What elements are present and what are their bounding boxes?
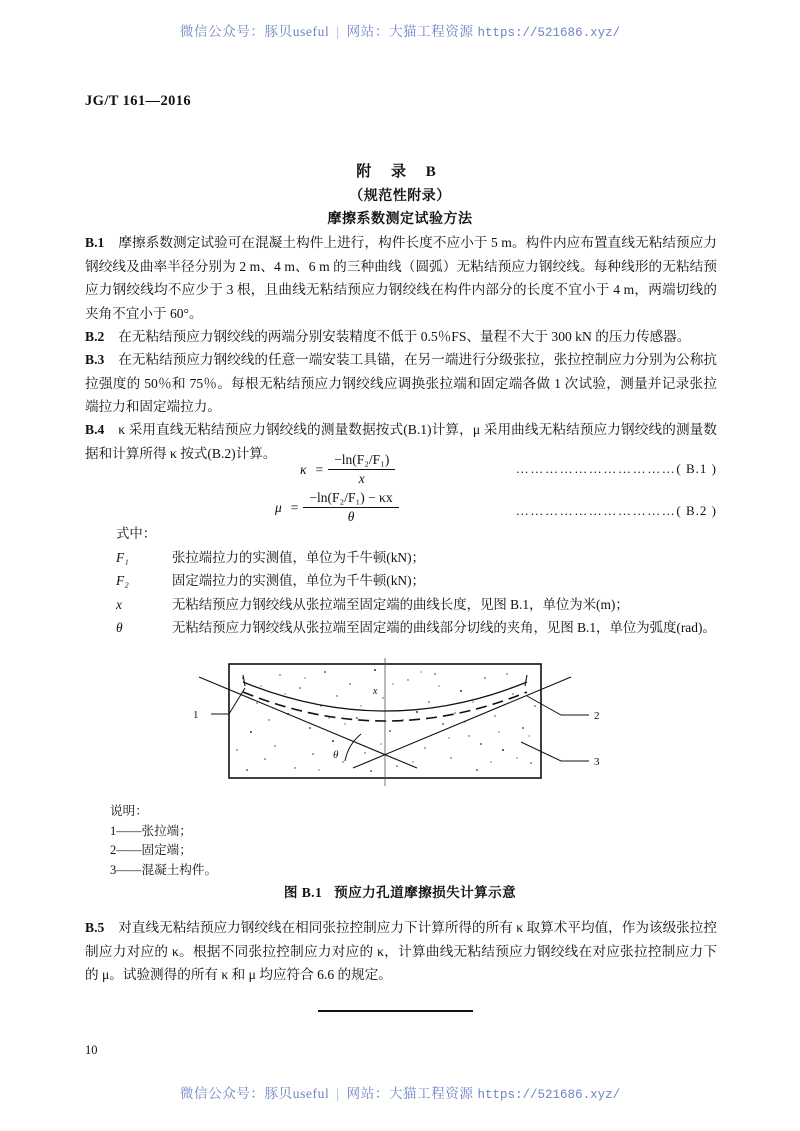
definition-text: 固定端拉力的实测值，单位为千牛顿(kN)； [172, 573, 425, 588]
definition-text: 张拉端拉力的实测值，单位为千牛顿(kN)； [172, 549, 425, 565]
watermark-separator: | [336, 24, 340, 39]
clause-b1-text: 摩擦系数测定试验可在混凝土构件上进行，构件长度不应小于 5 m。构件内应布置直线无粘结预应力钢绞线及曲率半径分别为 2 m、4 m、6 m 的三种曲线（圆弧）无粘结预应力钢绞线。每种线形的无粘结预应力钢绞线均不应少于 3 根，且曲线无粘结预应力钢绞线在构件内部分的长度不宜小于 4 m，两端切线的夹角不宜小于 60°。 [85, 235, 717, 321]
clause-b4-number: B.4 [85, 422, 105, 437]
figure-caption [0, 881, 800, 901]
clause-b3-text: 在无粘结预应力钢绞线的任意一端安装工具锚，在另一端进行分级张拉，张拉控制应力分别为公称抗拉强度的 50％和 75％。每根无粘结预应力钢绞线应调换张拉端和固定端各做 1 次试验，测量并记录张拉端拉力和固定端拉力。 [85, 352, 717, 414]
figure-note-key: 3 [110, 862, 117, 877]
formula-b1-numerator: −ln(F₂/F₁) [334, 452, 390, 467]
watermark-wechat-label: 微信公众号： [179, 1086, 265, 1101]
definition-item [116, 616, 718, 640]
figure-caption-number: 图 B.1 [283, 885, 323, 900]
page-number: 10 [85, 1043, 98, 1057]
figure-note-text: 混凝土构件。 [141, 862, 218, 877]
definition-item [116, 593, 718, 617]
formula-b1-id: ( B.1 ) [676, 461, 717, 476]
clause-b5 [85, 916, 717, 987]
figure-b1-drawing [185, 658, 615, 786]
formula-b1 [300, 452, 395, 487]
formula-b2-denominator: θ [303, 507, 398, 525]
watermark-wechat-value: 豚贝useful [264, 24, 330, 39]
annex-title: 附 录 B [356, 164, 444, 180]
figure-caption-text: 预应力孔道摩擦损失计算示意 [334, 885, 517, 900]
callout-1-label: 1 [193, 709, 199, 721]
formula-b1-equals: = [315, 461, 324, 477]
formula-b1-lhs: κ [300, 461, 307, 477]
figure-note-item [110, 841, 217, 861]
annex-subtitle: （规范性附录） [349, 189, 451, 204]
formula-b2-reference [516, 503, 717, 519]
watermark-wechat-value: 豚贝useful [264, 1086, 330, 1101]
formula-b1-row [85, 452, 717, 488]
definition-symbol: x [116, 596, 122, 612]
watermark-top [0, 20, 800, 40]
formula-b1-denominator: x [328, 469, 395, 487]
figure-note-key: 2 [110, 843, 117, 857]
annex-name: 摩擦系数测定试验方法 [327, 212, 473, 227]
formula-b2-leader: …………………………… [515, 503, 677, 518]
definition-symbol: F₁ [116, 549, 129, 565]
clause-b2-text: 在无粘结预应力钢绞线的两端分别安装精度不低于 0.5％FS、量程不大于 300 kN 的压力传感器。 [118, 329, 691, 344]
callout-3-label: 3 [594, 756, 600, 768]
clause-b2 [85, 325, 717, 349]
formula-b2 [275, 490, 399, 525]
clause-b2-number: B.2 [85, 329, 105, 344]
formula-b2-id: ( B.2 ) [676, 503, 717, 518]
formula-b2-numerator: −ln(F₂/F₁) − κx [309, 490, 393, 505]
watermark-separator: | [336, 1086, 340, 1101]
definitions-lead-in: 式中： [116, 526, 157, 541]
figure-note-key: 1 [110, 823, 117, 838]
watermark-url: https://521686.xyz/ [477, 26, 621, 40]
watermark-site-value: 大猫工程资源 [388, 1086, 474, 1101]
definition-symbol: F₂ [116, 573, 129, 588]
formula-b1-reference [516, 461, 717, 477]
clause-b3 [85, 348, 717, 419]
watermark-site-label: 网站： [346, 1086, 389, 1101]
clause-b1 [85, 231, 717, 325]
figure-notes [110, 802, 217, 880]
length-x-label: x [373, 686, 378, 697]
formula-b2-row [85, 490, 717, 526]
definition-symbol: θ [116, 620, 123, 635]
clause-b4-text: κ 采用直线无粘结预应力钢绞线的测量数据按式(B.1)计算，μ 采用曲线无粘结预应力钢绞线的测量数据和计算所得 κ 按式(B.2)计算。 [85, 422, 717, 461]
watermark-site-value: 大猫工程资源 [388, 24, 474, 39]
figure-note-dash: —— [116, 843, 142, 857]
figure-note-dash: —— [116, 823, 142, 838]
formula-b1-fraction [328, 452, 395, 487]
footer-rule [318, 1010, 473, 1012]
clause-b1-number: B.1 [85, 235, 105, 250]
definition-text: 无粘结预应力钢绞线从张拉端至固定端的曲线部分切线的夹角，见图 B.1，单位为弧度(rad)。 [172, 620, 716, 635]
callout-2-label: 2 [594, 710, 600, 722]
formula-b1-leader: …………………………… [515, 461, 677, 476]
figure-note-text: 张拉端； [141, 823, 192, 838]
figure-note-item [110, 861, 217, 881]
definition-item [116, 546, 718, 570]
clause-b5-number: B.5 [85, 920, 105, 935]
clause-b3-number: B.3 [85, 352, 105, 367]
watermark-bottom [0, 1082, 800, 1102]
angle-theta-label: θ [333, 749, 339, 761]
definition-text: 无粘结预应力钢绞线从张拉端至固定端的曲线长度，见图 B.1，单位为米(m)； [172, 596, 629, 612]
formula-b2-fraction [303, 490, 398, 525]
symbol-definitions [116, 522, 718, 640]
formula-b2-equals: = [290, 499, 299, 515]
figure-note-item [110, 822, 217, 842]
watermark-site-label: 网站： [346, 24, 389, 39]
figure-note-dash: —— [116, 862, 142, 877]
definition-item [116, 569, 718, 593]
figure-b1 [185, 658, 615, 786]
figure-note-text: 固定端； [141, 843, 192, 857]
figure-notes-heading: 说明： [110, 804, 148, 818]
watermark-url: https://521686.xyz/ [477, 1088, 621, 1102]
watermark-wechat-label: 微信公众号： [179, 24, 265, 39]
clause-b5-text: 对直线无粘结预应力钢绞线在相同张拉控制应力下计算所得的所有 κ 取算术平均值，作为该级张拉控制应力对应的 κ。根据不同张拉控制应力对应的 κ，计算曲线无粘结预应力钢绞线在对应张拉控制应力下的 μ。试验测得的所有 κ 和 μ 均应符合 6.6 的规定。 [85, 920, 717, 982]
formula-b2-lhs: μ [275, 499, 282, 515]
standard-number: JG/T 161—2016 [85, 93, 192, 109]
